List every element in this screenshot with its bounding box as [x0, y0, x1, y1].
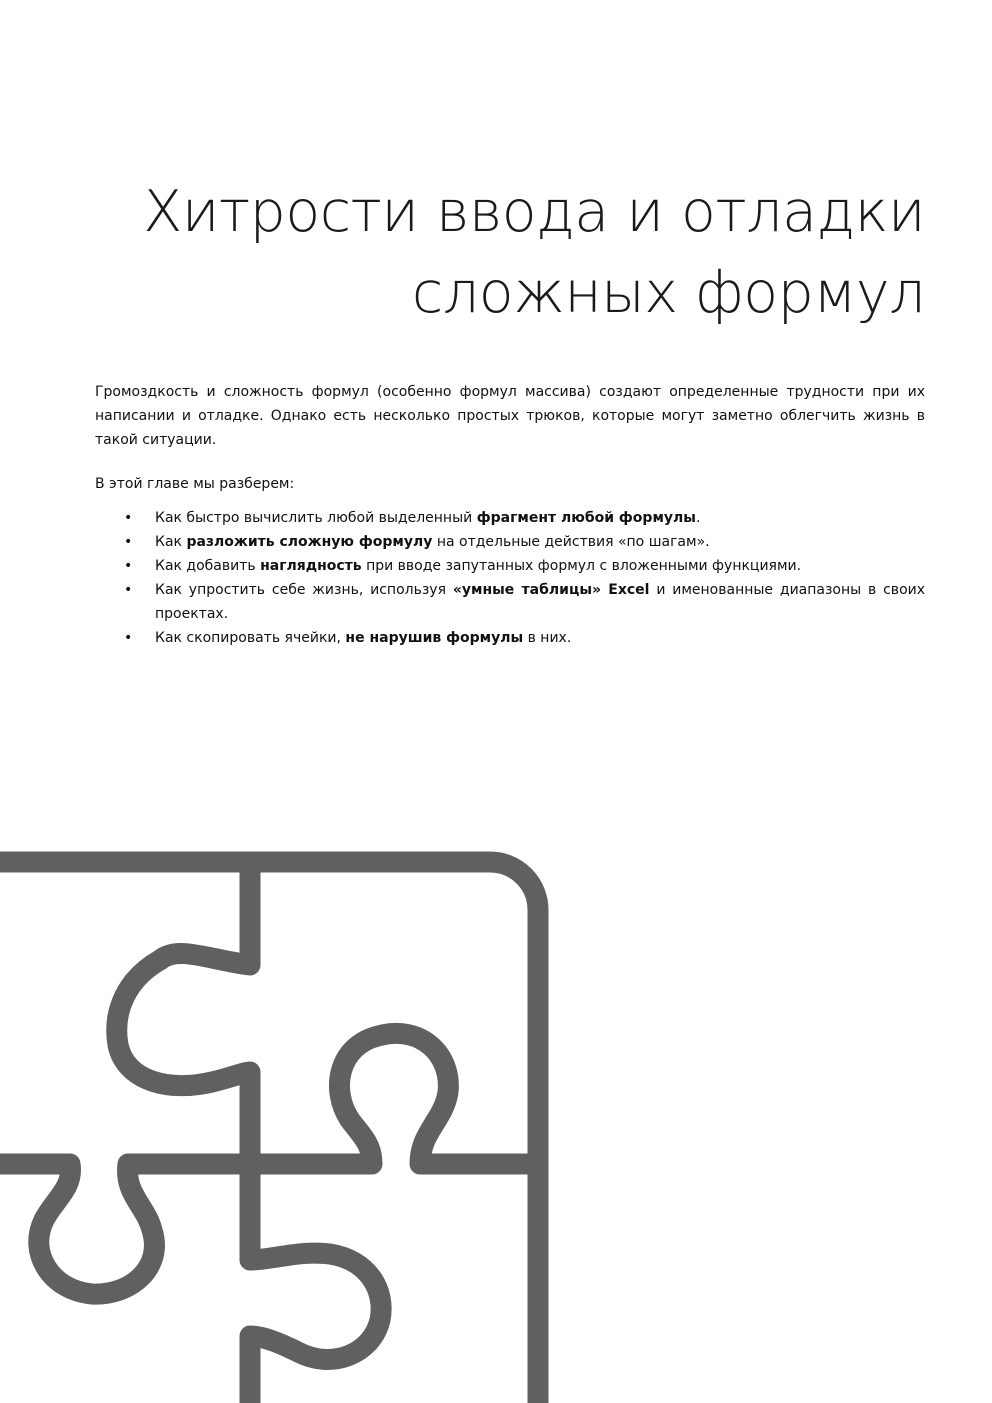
list-item: • Как скопировать ячейки, не нарушив формулы в них. [95, 626, 925, 650]
bullet-icon: • [124, 630, 133, 646]
list-item: • Как быстро вычислить любой выделенный фрагмент любой формулы. [95, 506, 925, 530]
chapter-title-line-2: сложных формул [411, 260, 925, 326]
list-item: • Как добавить наглядность при вводе запутанных формул с вложенными функциями. [95, 554, 925, 578]
list-item: • Как разложить сложную формулу на отдельные действия «по шагам». [95, 530, 925, 554]
topics-list [95, 506, 925, 650]
puzzle-pieces-icon [0, 850, 560, 1403]
list-lead-in: В этой главе мы разберем: [95, 476, 295, 492]
chapter-title [105, 172, 925, 334]
chapter-title-line-1: Хитрости ввода и отладки [143, 179, 925, 245]
bullet-icon: • [124, 534, 133, 550]
list-item: • Как упростить себе жизнь, используя «умные таблицы» Excel и именованные диапазоны в своих проектах. [95, 578, 925, 626]
bullet-icon: • [124, 558, 133, 574]
intro-paragraph: Громоздкость и сложность формул (особенно формул массива) создают определенные трудности при их написании и отладке. Однако есть несколько простых трюков, которые могут заметно облегчить жизнь в такой ситуации. [95, 384, 925, 448]
bullet-icon: • [124, 510, 133, 526]
bullet-icon: • [124, 582, 133, 598]
